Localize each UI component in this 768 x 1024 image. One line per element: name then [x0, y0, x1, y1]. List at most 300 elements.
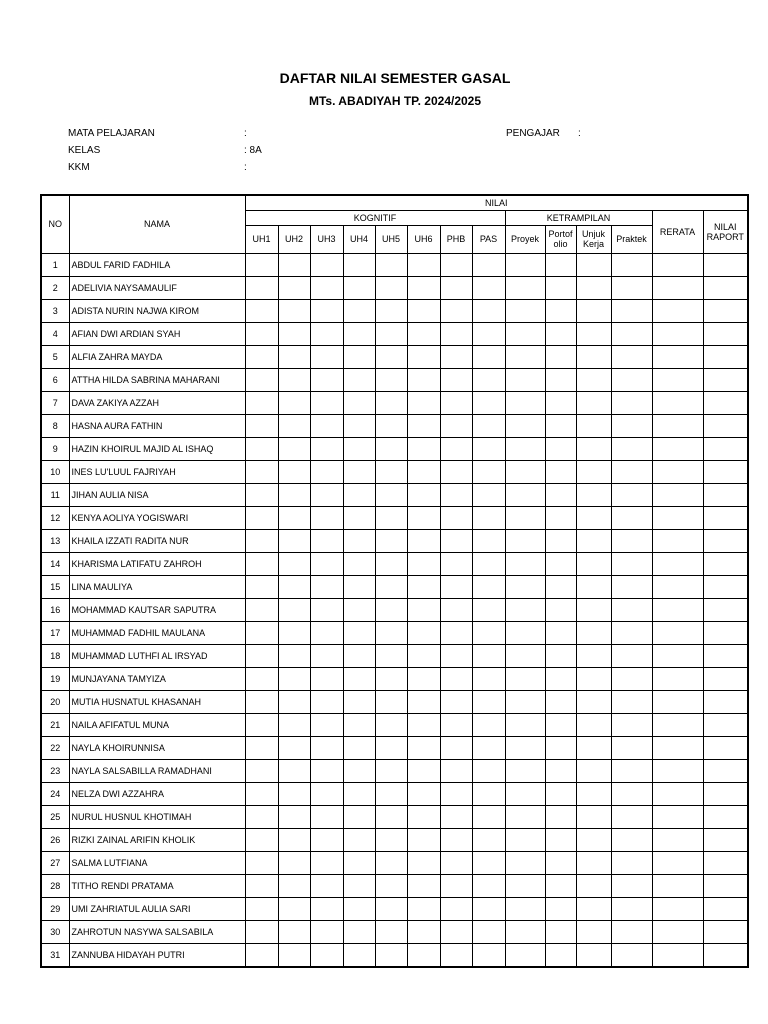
- grade-cell[interactable]: [440, 805, 472, 828]
- grade-cell[interactable]: [652, 828, 703, 851]
- grade-cell[interactable]: [545, 437, 576, 460]
- grade-cell[interactable]: [652, 483, 703, 506]
- grade-cell[interactable]: [310, 575, 343, 598]
- grade-cell[interactable]: [652, 322, 703, 345]
- grade-cell[interactable]: [505, 345, 545, 368]
- grade-cell[interactable]: [343, 391, 375, 414]
- grade-cell[interactable]: [278, 414, 310, 437]
- grade-cell[interactable]: [278, 552, 310, 575]
- grade-cell[interactable]: [440, 345, 472, 368]
- grade-cell[interactable]: [245, 759, 278, 782]
- grade-cell[interactable]: [310, 437, 343, 460]
- grade-cell[interactable]: [440, 529, 472, 552]
- grade-cell[interactable]: [278, 575, 310, 598]
- grade-cell[interactable]: [343, 621, 375, 644]
- grade-cell[interactable]: [505, 368, 545, 391]
- grade-cell[interactable]: [703, 460, 748, 483]
- grade-cell[interactable]: [440, 575, 472, 598]
- grade-cell[interactable]: [245, 299, 278, 322]
- grade-cell[interactable]: [343, 644, 375, 667]
- grade-cell[interactable]: [407, 598, 440, 621]
- grade-cell[interactable]: [310, 874, 343, 897]
- grade-cell[interactable]: [652, 368, 703, 391]
- grade-cell[interactable]: [576, 552, 611, 575]
- grade-cell[interactable]: [407, 828, 440, 851]
- grade-cell[interactable]: [407, 460, 440, 483]
- grade-cell[interactable]: [407, 552, 440, 575]
- grade-cell[interactable]: [472, 621, 505, 644]
- grade-cell[interactable]: [278, 345, 310, 368]
- grade-cell[interactable]: [611, 805, 652, 828]
- grade-cell[interactable]: [407, 897, 440, 920]
- grade-cell[interactable]: [310, 943, 343, 967]
- grade-cell[interactable]: [703, 943, 748, 967]
- grade-cell[interactable]: [652, 805, 703, 828]
- grade-cell[interactable]: [505, 529, 545, 552]
- grade-cell[interactable]: [310, 920, 343, 943]
- grade-cell[interactable]: [343, 759, 375, 782]
- grade-cell[interactable]: [545, 828, 576, 851]
- grade-cell[interactable]: [278, 736, 310, 759]
- grade-cell[interactable]: [472, 920, 505, 943]
- grade-cell[interactable]: [545, 276, 576, 299]
- grade-cell[interactable]: [472, 759, 505, 782]
- grade-cell[interactable]: [407, 414, 440, 437]
- grade-cell[interactable]: [375, 897, 407, 920]
- grade-cell[interactable]: [343, 897, 375, 920]
- grade-cell[interactable]: [576, 276, 611, 299]
- grade-cell[interactable]: [407, 943, 440, 967]
- grade-cell[interactable]: [407, 345, 440, 368]
- grade-cell[interactable]: [505, 322, 545, 345]
- grade-cell[interactable]: [407, 874, 440, 897]
- grade-cell[interactable]: [343, 943, 375, 967]
- grade-cell[interactable]: [375, 851, 407, 874]
- grade-cell[interactable]: [310, 506, 343, 529]
- grade-cell[interactable]: [652, 851, 703, 874]
- grade-cell[interactable]: [576, 253, 611, 276]
- grade-cell[interactable]: [652, 897, 703, 920]
- grade-cell[interactable]: [611, 920, 652, 943]
- grade-cell[interactable]: [472, 506, 505, 529]
- grade-cell[interactable]: [545, 414, 576, 437]
- grade-cell[interactable]: [703, 828, 748, 851]
- grade-cell[interactable]: [375, 782, 407, 805]
- grade-cell[interactable]: [505, 483, 545, 506]
- grade-cell[interactable]: [343, 736, 375, 759]
- grade-cell[interactable]: [703, 506, 748, 529]
- grade-cell[interactable]: [703, 483, 748, 506]
- grade-cell[interactable]: [505, 713, 545, 736]
- grade-cell[interactable]: [545, 552, 576, 575]
- grade-cell[interactable]: [245, 391, 278, 414]
- grade-cell[interactable]: [343, 414, 375, 437]
- grade-cell[interactable]: [472, 368, 505, 391]
- grade-cell[interactable]: [407, 713, 440, 736]
- grade-cell[interactable]: [576, 874, 611, 897]
- grade-cell[interactable]: [472, 322, 505, 345]
- grade-cell[interactable]: [576, 414, 611, 437]
- grade-cell[interactable]: [545, 897, 576, 920]
- grade-cell[interactable]: [545, 460, 576, 483]
- grade-cell[interactable]: [652, 943, 703, 967]
- grade-cell[interactable]: [703, 276, 748, 299]
- grade-cell[interactable]: [472, 253, 505, 276]
- grade-cell[interactable]: [278, 828, 310, 851]
- grade-cell[interactable]: [472, 782, 505, 805]
- grade-cell[interactable]: [545, 713, 576, 736]
- grade-cell[interactable]: [440, 621, 472, 644]
- grade-cell[interactable]: [278, 667, 310, 690]
- grade-cell[interactable]: [375, 621, 407, 644]
- grade-cell[interactable]: [545, 851, 576, 874]
- grade-cell[interactable]: [245, 322, 278, 345]
- grade-cell[interactable]: [440, 713, 472, 736]
- grade-cell[interactable]: [505, 644, 545, 667]
- grade-cell[interactable]: [310, 851, 343, 874]
- grade-cell[interactable]: [310, 322, 343, 345]
- grade-cell[interactable]: [611, 828, 652, 851]
- grade-cell[interactable]: [407, 506, 440, 529]
- grade-cell[interactable]: [343, 575, 375, 598]
- grade-cell[interactable]: [576, 828, 611, 851]
- grade-cell[interactable]: [505, 667, 545, 690]
- grade-cell[interactable]: [576, 759, 611, 782]
- grade-cell[interactable]: [505, 920, 545, 943]
- grade-cell[interactable]: [703, 345, 748, 368]
- grade-cell[interactable]: [310, 713, 343, 736]
- grade-cell[interactable]: [703, 644, 748, 667]
- grade-cell[interactable]: [576, 299, 611, 322]
- grade-cell[interactable]: [245, 460, 278, 483]
- grade-cell[interactable]: [440, 460, 472, 483]
- grade-cell[interactable]: [545, 345, 576, 368]
- grade-cell[interactable]: [343, 874, 375, 897]
- grade-cell[interactable]: [440, 299, 472, 322]
- grade-cell[interactable]: [375, 874, 407, 897]
- grade-cell[interactable]: [440, 851, 472, 874]
- grade-cell[interactable]: [472, 575, 505, 598]
- grade-cell[interactable]: [703, 437, 748, 460]
- grade-cell[interactable]: [472, 644, 505, 667]
- grade-cell[interactable]: [440, 782, 472, 805]
- grade-cell[interactable]: [472, 483, 505, 506]
- grade-cell[interactable]: [310, 552, 343, 575]
- grade-cell[interactable]: [652, 713, 703, 736]
- grade-cell[interactable]: [440, 414, 472, 437]
- grade-cell[interactable]: [245, 598, 278, 621]
- grade-cell[interactable]: [611, 529, 652, 552]
- grade-cell[interactable]: [375, 276, 407, 299]
- grade-cell[interactable]: [611, 943, 652, 967]
- grade-cell[interactable]: [343, 851, 375, 874]
- grade-cell[interactable]: [343, 667, 375, 690]
- grade-cell[interactable]: [245, 253, 278, 276]
- grade-cell[interactable]: [545, 529, 576, 552]
- grade-cell[interactable]: [472, 391, 505, 414]
- grade-cell[interactable]: [375, 437, 407, 460]
- grade-cell[interactable]: [375, 299, 407, 322]
- grade-cell[interactable]: [440, 874, 472, 897]
- grade-cell[interactable]: [343, 598, 375, 621]
- grade-cell[interactable]: [505, 897, 545, 920]
- grade-cell[interactable]: [375, 253, 407, 276]
- grade-cell[interactable]: [576, 736, 611, 759]
- grade-cell[interactable]: [310, 414, 343, 437]
- grade-cell[interactable]: [343, 690, 375, 713]
- grade-cell[interactable]: [576, 621, 611, 644]
- grade-cell[interactable]: [611, 552, 652, 575]
- grade-cell[interactable]: [440, 667, 472, 690]
- grade-cell[interactable]: [545, 782, 576, 805]
- grade-cell[interactable]: [278, 322, 310, 345]
- grade-cell[interactable]: [545, 322, 576, 345]
- grade-cell[interactable]: [611, 460, 652, 483]
- grade-cell[interactable]: [472, 713, 505, 736]
- grade-cell[interactable]: [576, 805, 611, 828]
- grade-cell[interactable]: [375, 368, 407, 391]
- grade-cell[interactable]: [472, 897, 505, 920]
- grade-cell[interactable]: [703, 851, 748, 874]
- grade-cell[interactable]: [652, 920, 703, 943]
- grade-cell[interactable]: [505, 759, 545, 782]
- grade-cell[interactable]: [440, 506, 472, 529]
- grade-cell[interactable]: [505, 437, 545, 460]
- grade-cell[interactable]: [375, 667, 407, 690]
- grade-cell[interactable]: [652, 759, 703, 782]
- grade-cell[interactable]: [703, 299, 748, 322]
- grade-cell[interactable]: [703, 759, 748, 782]
- grade-cell[interactable]: [310, 368, 343, 391]
- grade-cell[interactable]: [375, 598, 407, 621]
- grade-cell[interactable]: [278, 644, 310, 667]
- grade-cell[interactable]: [343, 805, 375, 828]
- grade-cell[interactable]: [652, 598, 703, 621]
- grade-cell[interactable]: [343, 828, 375, 851]
- grade-cell[interactable]: [611, 667, 652, 690]
- grade-cell[interactable]: [545, 368, 576, 391]
- grade-cell[interactable]: [245, 644, 278, 667]
- grade-cell[interactable]: [440, 368, 472, 391]
- grade-cell[interactable]: [703, 690, 748, 713]
- grade-cell[interactable]: [440, 920, 472, 943]
- grade-cell[interactable]: [440, 644, 472, 667]
- grade-cell[interactable]: [245, 690, 278, 713]
- grade-cell[interactable]: [545, 667, 576, 690]
- grade-cell[interactable]: [278, 299, 310, 322]
- grade-cell[interactable]: [407, 851, 440, 874]
- grade-cell[interactable]: [611, 391, 652, 414]
- grade-cell[interactable]: [652, 391, 703, 414]
- grade-cell[interactable]: [576, 598, 611, 621]
- grade-cell[interactable]: [407, 253, 440, 276]
- grade-cell[interactable]: [703, 529, 748, 552]
- grade-cell[interactable]: [310, 782, 343, 805]
- grade-cell[interactable]: [505, 575, 545, 598]
- grade-cell[interactable]: [407, 782, 440, 805]
- grade-cell[interactable]: [310, 828, 343, 851]
- grade-cell[interactable]: [278, 690, 310, 713]
- grade-cell[interactable]: [545, 483, 576, 506]
- grade-cell[interactable]: [703, 713, 748, 736]
- grade-cell[interactable]: [407, 575, 440, 598]
- grade-cell[interactable]: [407, 529, 440, 552]
- grade-cell[interactable]: [440, 391, 472, 414]
- grade-cell[interactable]: [576, 897, 611, 920]
- grade-cell[interactable]: [611, 437, 652, 460]
- grade-cell[interactable]: [611, 368, 652, 391]
- grade-cell[interactable]: [505, 828, 545, 851]
- grade-cell[interactable]: [576, 920, 611, 943]
- grade-cell[interactable]: [245, 943, 278, 967]
- grade-cell[interactable]: [703, 598, 748, 621]
- grade-cell[interactable]: [440, 276, 472, 299]
- grade-cell[interactable]: [375, 483, 407, 506]
- grade-cell[interactable]: [407, 621, 440, 644]
- grade-cell[interactable]: [375, 552, 407, 575]
- grade-cell[interactable]: [310, 460, 343, 483]
- grade-cell[interactable]: [472, 851, 505, 874]
- grade-cell[interactable]: [703, 667, 748, 690]
- grade-cell[interactable]: [343, 529, 375, 552]
- grade-cell[interactable]: [545, 598, 576, 621]
- grade-cell[interactable]: [245, 276, 278, 299]
- grade-cell[interactable]: [545, 759, 576, 782]
- grade-cell[interactable]: [611, 575, 652, 598]
- grade-cell[interactable]: [545, 621, 576, 644]
- grade-cell[interactable]: [472, 414, 505, 437]
- grade-cell[interactable]: [343, 368, 375, 391]
- grade-cell[interactable]: [375, 644, 407, 667]
- grade-cell[interactable]: [472, 276, 505, 299]
- grade-cell[interactable]: [472, 460, 505, 483]
- grade-cell[interactable]: [278, 851, 310, 874]
- grade-cell[interactable]: [278, 943, 310, 967]
- grade-cell[interactable]: [611, 322, 652, 345]
- grade-cell[interactable]: [652, 782, 703, 805]
- grade-cell[interactable]: [245, 575, 278, 598]
- grade-cell[interactable]: [652, 621, 703, 644]
- grade-cell[interactable]: [611, 276, 652, 299]
- grade-cell[interactable]: [545, 575, 576, 598]
- grade-cell[interactable]: [545, 920, 576, 943]
- grade-cell[interactable]: [343, 322, 375, 345]
- grade-cell[interactable]: [278, 368, 310, 391]
- grade-cell[interactable]: [278, 483, 310, 506]
- grade-cell[interactable]: [703, 552, 748, 575]
- grade-cell[interactable]: [245, 552, 278, 575]
- grade-cell[interactable]: [472, 299, 505, 322]
- grade-cell[interactable]: [440, 736, 472, 759]
- grade-cell[interactable]: [545, 299, 576, 322]
- grade-cell[interactable]: [245, 851, 278, 874]
- grade-cell[interactable]: [375, 575, 407, 598]
- grade-cell[interactable]: [505, 805, 545, 828]
- grade-cell[interactable]: [310, 805, 343, 828]
- grade-cell[interactable]: [576, 506, 611, 529]
- grade-cell[interactable]: [576, 437, 611, 460]
- grade-cell[interactable]: [407, 391, 440, 414]
- grade-cell[interactable]: [245, 437, 278, 460]
- grade-cell[interactable]: [576, 345, 611, 368]
- grade-cell[interactable]: [310, 736, 343, 759]
- grade-cell[interactable]: [375, 828, 407, 851]
- grade-cell[interactable]: [407, 322, 440, 345]
- grade-cell[interactable]: [310, 759, 343, 782]
- grade-cell[interactable]: [375, 690, 407, 713]
- grade-cell[interactable]: [505, 276, 545, 299]
- grade-cell[interactable]: [652, 736, 703, 759]
- grade-cell[interactable]: [611, 621, 652, 644]
- grade-cell[interactable]: [703, 897, 748, 920]
- grade-cell[interactable]: [375, 805, 407, 828]
- grade-cell[interactable]: [703, 782, 748, 805]
- grade-cell[interactable]: [505, 253, 545, 276]
- grade-cell[interactable]: [310, 253, 343, 276]
- grade-cell[interactable]: [576, 322, 611, 345]
- grade-cell[interactable]: [245, 483, 278, 506]
- grade-cell[interactable]: [310, 621, 343, 644]
- grade-cell[interactable]: [611, 759, 652, 782]
- grade-cell[interactable]: [343, 782, 375, 805]
- grade-cell[interactable]: [375, 391, 407, 414]
- grade-cell[interactable]: [472, 667, 505, 690]
- grade-cell[interactable]: [343, 506, 375, 529]
- grade-cell[interactable]: [703, 805, 748, 828]
- grade-cell[interactable]: [278, 253, 310, 276]
- grade-cell[interactable]: [407, 483, 440, 506]
- grade-cell[interactable]: [440, 552, 472, 575]
- grade-cell[interactable]: [375, 713, 407, 736]
- grade-cell[interactable]: [505, 943, 545, 967]
- grade-cell[interactable]: [375, 920, 407, 943]
- grade-cell[interactable]: [278, 713, 310, 736]
- grade-cell[interactable]: [245, 874, 278, 897]
- grade-cell[interactable]: [611, 253, 652, 276]
- grade-cell[interactable]: [505, 299, 545, 322]
- grade-cell[interactable]: [278, 805, 310, 828]
- grade-cell[interactable]: [652, 644, 703, 667]
- grade-cell[interactable]: [278, 460, 310, 483]
- grade-cell[interactable]: [278, 529, 310, 552]
- grade-cell[interactable]: [343, 483, 375, 506]
- grade-cell[interactable]: [703, 575, 748, 598]
- grade-cell[interactable]: [611, 506, 652, 529]
- grade-cell[interactable]: [505, 690, 545, 713]
- grade-cell[interactable]: [576, 943, 611, 967]
- grade-cell[interactable]: [278, 276, 310, 299]
- grade-cell[interactable]: [472, 552, 505, 575]
- grade-cell[interactable]: [278, 782, 310, 805]
- grade-cell[interactable]: [505, 460, 545, 483]
- grade-cell[interactable]: [407, 920, 440, 943]
- grade-cell[interactable]: [545, 391, 576, 414]
- grade-cell[interactable]: [703, 253, 748, 276]
- grade-cell[interactable]: [505, 552, 545, 575]
- grade-cell[interactable]: [278, 391, 310, 414]
- grade-cell[interactable]: [545, 805, 576, 828]
- grade-cell[interactable]: [245, 529, 278, 552]
- grade-cell[interactable]: [440, 759, 472, 782]
- grade-cell[interactable]: [375, 736, 407, 759]
- grade-cell[interactable]: [545, 690, 576, 713]
- grade-cell[interactable]: [545, 506, 576, 529]
- grade-cell[interactable]: [245, 782, 278, 805]
- grade-cell[interactable]: [472, 805, 505, 828]
- grade-cell[interactable]: [611, 483, 652, 506]
- grade-cell[interactable]: [505, 598, 545, 621]
- grade-cell[interactable]: [611, 299, 652, 322]
